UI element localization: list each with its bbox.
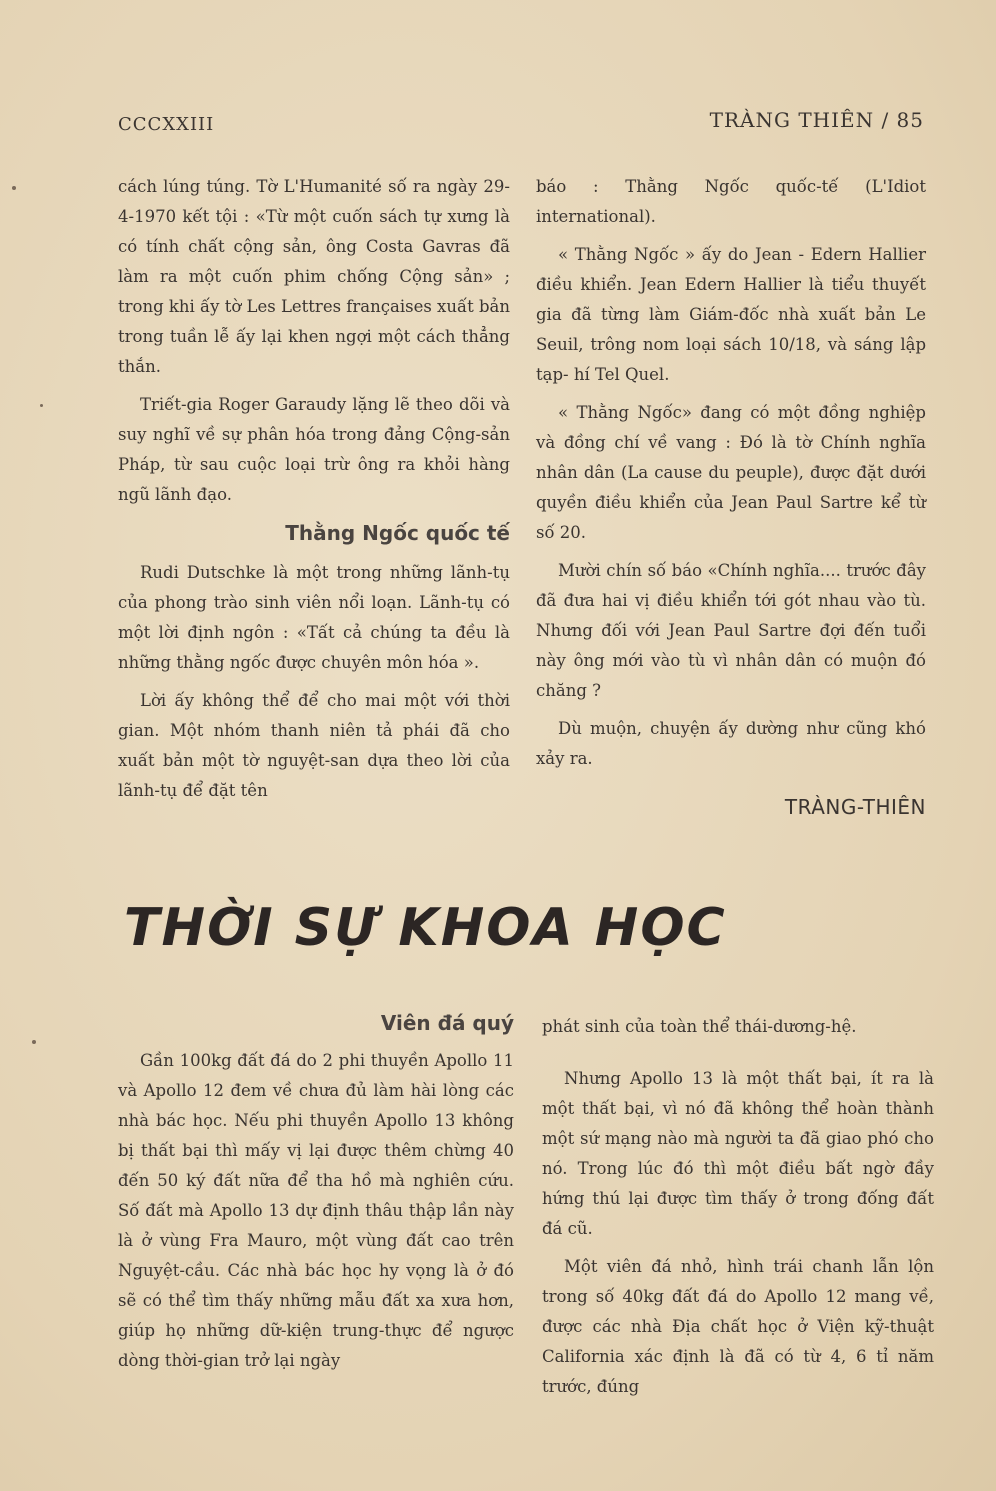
- paper-speck: [12, 186, 16, 190]
- paragraph: Lời ấy không thể để cho mai một với thời gian. Một nhóm thanh niên tả phái đã cho xuất bản một tờ nguyệt-san dựa theo lời của lãnh-tụ để đặt tên: [118, 691, 510, 800]
- author-signature: TRÀNG-THIÊN: [784, 795, 926, 819]
- paragraph: phát sinh của toàn thể thái-dương-hệ.: [542, 1017, 857, 1036]
- paragraph: « Thằng Ngốc» đang có một đồng nghiệp và đồng chí về vang : Đó là tờ Chính nghĩa nhân dân (La cause du peuple), được đặt dưới quyền điều khiển của Jean Paul Sartre kể từ số 20.: [536, 403, 926, 542]
- page-header: [118, 108, 924, 142]
- issue-number: CCCXXIII: [118, 114, 215, 135]
- paragraph: Rudi Dutschke là một trong những lãnh-tụ của phong trào sinh viên nổi loạn. Lãnh-tụ có một lời định ngôn : «Tất cả chúng ta đều là những thằng ngốc được chuyên môn hóa ».: [118, 563, 510, 672]
- subheading-thang-ngoc: Thằng Ngốc quốc tế: [285, 521, 510, 545]
- running-title-page-number: TRÀNG THIÊN / 85: [709, 108, 924, 132]
- paragraph: Mười chín số báo «Chính nghĩa.... trước đây đã đưa hai vị điều khiển tới gót nhau vào tù. Nhưng đối với Jean Paul Sartre đợi đến tuổi này ông mới vào tù vì nhân dân có muộn đó chăng ?: [536, 561, 926, 700]
- paragraph: cách lúng túng. Tờ L'Humanité số ra ngày 29-4-1970 kết tội : «Từ một cuốn sách tự xưng là có tính chất cộng sản, ông Costa Gavras đã làm ra một cuốn phim chống Cộng sản» ; trong khi ấy tờ Les Lettres françaises xuất bản trong tuần lễ ấy lại khen ngợi một cách thẳng thắn.: [118, 177, 511, 376]
- paragraph: Dù muộn, chuyện ấy dường như cũng khó xảy ra.: [536, 719, 926, 768]
- column-3: [118, 1008, 514, 1384]
- column-2: [536, 172, 926, 822]
- paper-speck: [32, 1040, 36, 1044]
- paragraph: Triết-gia Roger Garaudy lặng lẽ theo dõi và suy nghĩ về sự phân hóa trong đảng Cộng-sản Pháp, từ sau cuộc loại trừ ông ra khỏi hàng ngũ lãnh đạo.: [118, 395, 510, 504]
- paper-speck: [40, 404, 43, 407]
- column-4: [542, 1012, 934, 1410]
- section-title: THỜI SỰ KHOA HỌC: [124, 898, 727, 958]
- paragraph: Một viên đá nhỏ, hình trái chanh lẫn lộn trong số 40kg đất đá do Apollo 12 mang về, được các nhà Địa chất học ở Viện kỹ-thuật California xác định là đã có từ 4, 6 tỉ năm trước, đúng: [542, 1257, 934, 1396]
- subheading-vien-da-quy: Viên đá quý: [380, 1011, 514, 1035]
- paragraph: Nhưng Apollo 13 là một thất bại, ít ra là một thất bại, vì nó đã không thể hoàn thành một sứ mạng nào mà người ta đã giao phó cho nó. Trong lúc đó thì một điều bất ngờ đầy hứng thú lại được tìm thấy ở trong đống đất đá cũ.: [542, 1069, 934, 1238]
- paragraph: Gần 100kg đất đá do 2 phi thuyền Apollo 11 và Apollo 12 đem về chưa đủ làm hài lòng các nhà bác học. Nếu phi thuyền Apollo 13 không bị thất bại thì mấy vị lại được thêm chừng 40 đến 50 ký đất nữa để tha hồ mà nghiên cứu. Số đất mà Apollo 13 dự định thâu thập lần này là ở vùng Fra Mauro, một vùng đất cao trên Nguyệt-cầu. Các nhà bác học hy vọng là ở đó sẽ có thể tìm thấy những mẫu đất xa xưa hơn, giúp họ những dữ-kiện trung-thực để ngược dòng thời-gian trở lại ngày: [118, 1051, 514, 1370]
- column-1: [118, 172, 510, 814]
- paragraph: « Thằng Ngốc » ấy do Jean - Edern Hallier điều khiển. Jean Edern Hallier là tiểu thuyết gia đã từng làm Giám-đốc nhà xuất bản Le Seuil, trông nom loại sách 10/18, và sáng lập tạp- hí Tel Quel.: [536, 245, 926, 384]
- paragraph: báo : Thằng Ngốc quốc-tế (L'Idiot international).: [536, 177, 926, 226]
